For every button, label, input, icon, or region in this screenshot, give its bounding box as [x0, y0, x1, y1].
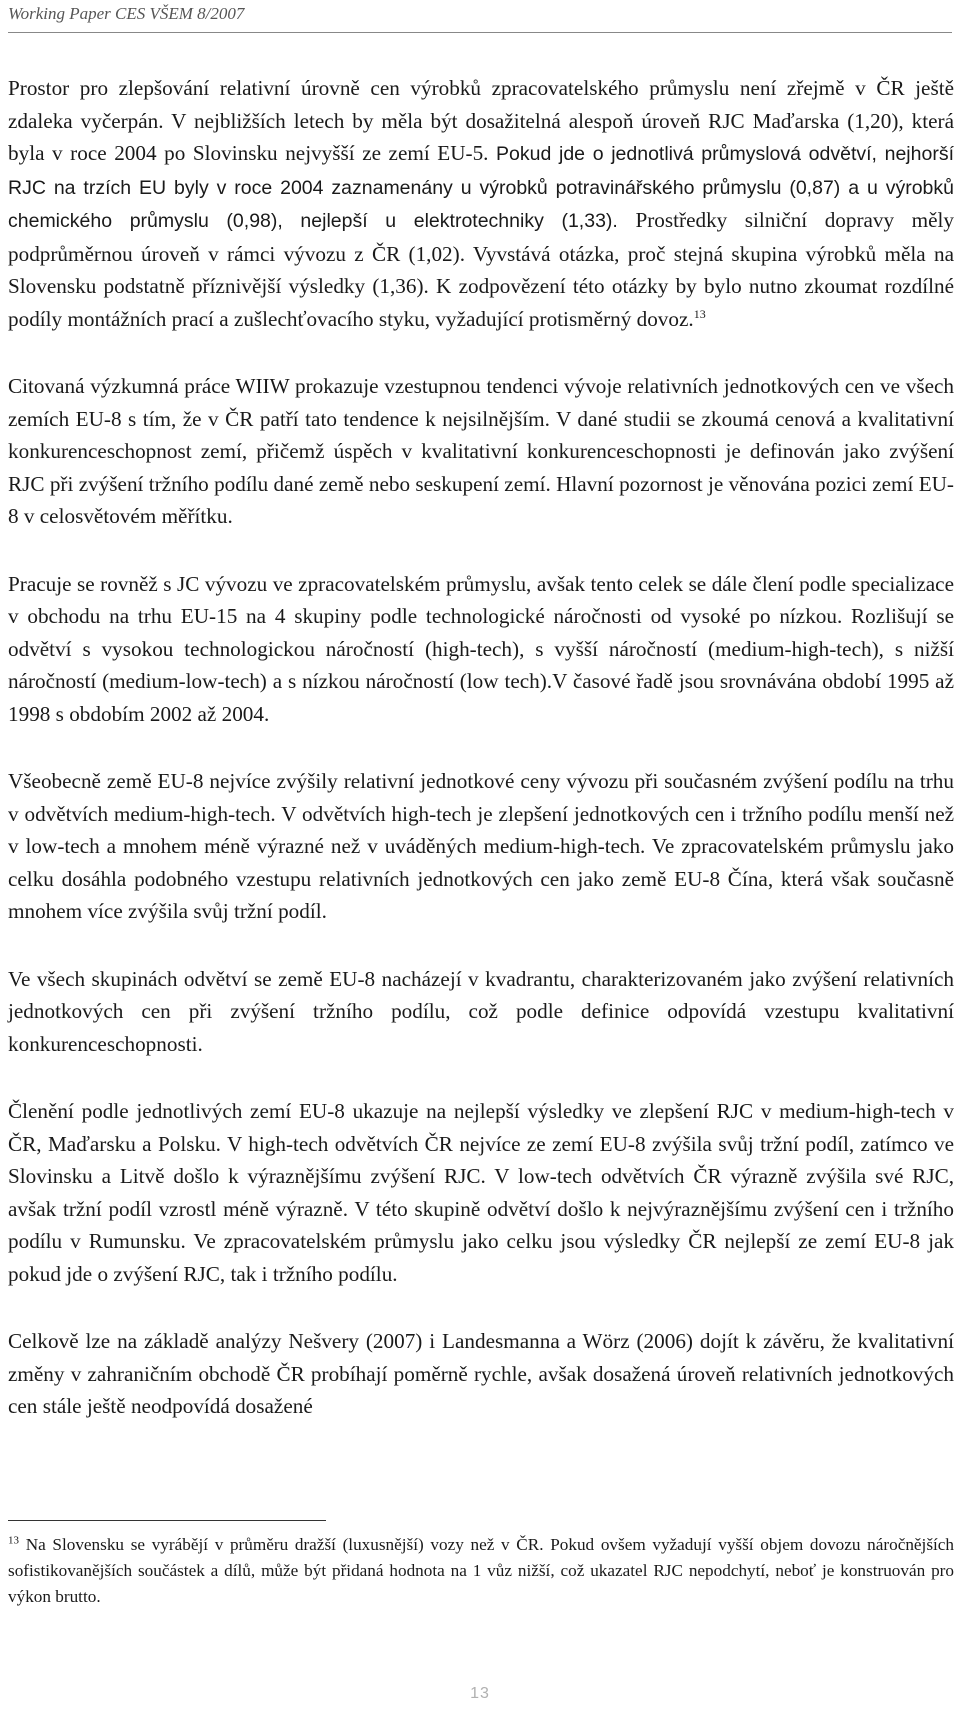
paragraph-1-part-1: Prostor pro zlepšování relativní úrovně cen výrobků zpracovatelského průmyslu není zřejmě v ČR ještě zdaleka vyčerpán. V nejbližších letech by měla být dosažitelná alespoň úroveň RJC Maďarska (1,20), která byla v roce 2004 po Slovinsku nejvyšší ze zemí EU-5. [8, 76, 954, 165]
paragraph-7: Celkově lze na základě analýzy Nešvery (2007) i Landesmanna a Wörz (2006) dojít k závěru, že kvalitativní změny v zahraničním obchodě ČR probíhají poměrně rychle, avšak dosažená úroveň relativních jednotkových cen stále ještě neodpovídá dosažené [8, 1329, 954, 1418]
header-divider [8, 32, 952, 33]
running-header: Working Paper CES VŠEM 8/2007 [8, 4, 245, 23]
paragraph-1-part-2: Pokud jde o jednotlivá průmyslová odvětví, nejhorší RJC na trzích EU byly v roce 2004 zaznamenány u výrobků potravinářského průmyslu (0,87) a u výrobků chemického průmyslu (0,98), nejlepší u elektrotechniky (1,33). [8, 143, 954, 232]
page-number: 13 [470, 1685, 490, 1702]
footnote-number: 13 [8, 1534, 19, 1547]
body-text [8, 72, 954, 1458]
paragraph-1 [8, 72, 954, 335]
paragraph-5: Ve všech skupinách odvětví se země EU-8 nacházejí v kvadrantu, charakterizovaném jako zvýšení relativních jednotkových cen při zvýšení tržního podílu, což podle definice odpovídá vzestupu kvalitativní konkurenceschopnosti. [8, 966, 954, 1056]
footnote-divider [8, 1520, 326, 1521]
footnote-reference[interactable]: 13 [693, 306, 706, 321]
paragraph-2: Citovaná výzkumná práce WIIW prokazuje vzestupnou tendenci vývoje relativních jednotkových cen ve všech zemích EU-8 s tím, že v ČR patří tato tendence k nejsilnějším. V dané studii se zkoumá cenová a kvalitativní konkurenceschopnost zemí, přičemž úspěch v kvalitativní konkurenceschopnosti je definován jako zvýšení RJC při zvýšení tržního podílu dané země nebo seskupení zemí. Hlavní pozornost je věnována pozici zemí EU-8 v celosvětovém měřítku. [8, 374, 954, 528]
paragraph-3: Pracuje se rovněž s JC vývozu ve zpracovatelském průmyslu, avšak tento celek se dále člení podle specializace v obchodu na trhu EU-15 na 4 skupiny podle technologické náročnosti od vysoké po nízkou. Rozlišují se odvětví s vysokou technologickou náročností (high-tech), s vyšší náročností (medium-high-tech), s nižší náročností (medium-low-tech) a s nízkou náročností (low tech).V časové řadě jsou srovnávána období 1995 až 1998 s obdobím 2002 až 2004. [8, 571, 954, 726]
paragraph-4: Všeobecně země EU-8 nejvíce zvýšily relativní jednotkové ceny vývozu při současném zvýšení podílu na trhu v odvětvích medium-high-tech. V odvětvích high-tech je zlepšení jednotkových cen i tržního podílu menší než v low-tech a mnohem méně výrazné než v uváděných medium-high-tech. Ve zpracovatelském průmyslu jako celku dosáhla podobného vzestupu relativních jednotkových cen jako země EU-8 Čína, která však současně mnohem více zvýšila svůj tržní podíl. [8, 769, 954, 923]
paragraph-6: Členění podle jednotlivých zemí EU-8 ukazuje na nejlepší výsledky ve zlepšení RJC v medium-high-tech v ČR, Maďarsku a Polsku. V high-tech odvětvích ČR nejvíce ze zemí EU-8 zvýšila svůj tržní podíl, zatímco ve Slovinsku a Litvě došlo k výraznějšímu zvýšení RJC. V low-tech odvětvích ČR výrazně zvýšila své RJC, avšak tržní podíl vzrostl méně výrazně. V této skupině odvětví došlo k nejvýraznějšímu zvýšení cen i tržního podílu v Rumunsku. Ve zpracovatelském průmyslu jako celku jsou výsledky ČR nejlepší ze zemí EU-8 jak pokud jde o zvýšení RJC, tak i tržního podílu. [8, 1099, 954, 1286]
footnote-text: Na Slovensku se vyrábějí v průměru dražší (luxusnější) vozy než v ČR. Pokud ovšem vyžadují vyšší objem dovozu náročnějších sofistikovanějších součástek a dílů, může být přidaná hodnota na 1 vůz nižší, což ukazatel RJC nepodchytí, neboť je konstruován pro výkon brutto. [8, 1535, 955, 1606]
paragraph-1-part-3: Prostředky silniční dopravy měly podprůměrnou úroveň v rámci vývozu z ČR (1,02). Vyvstává otázka, proč stejná skupina výrobků měla na Slovensku podstatně příznivější výsledky (1,36). K zodpovězení této otázky by bylo nutno zkoumat rozdílné podíly montážních prací a zušlechťovacího styku, vyžadující protisměrný dovoz. [8, 208, 955, 331]
footnote [8, 1532, 954, 1610]
